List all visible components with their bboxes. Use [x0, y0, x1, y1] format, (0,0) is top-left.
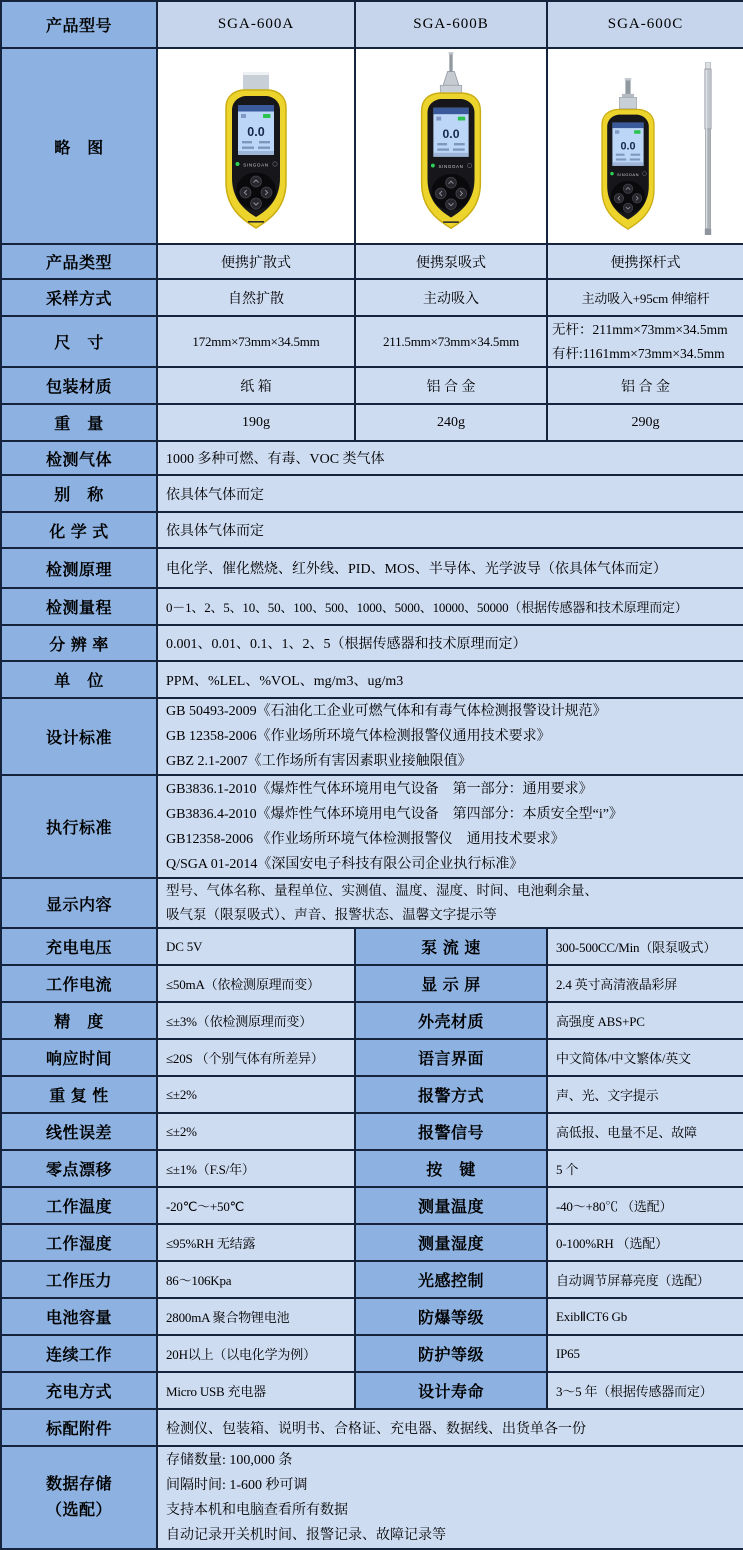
display-content-value: [157, 878, 743, 928]
spec-label: 精 度: [1, 1002, 157, 1039]
spec-label: 工作温度: [1, 1187, 157, 1224]
data-storage-line: 存储数量: 100,000 条: [166, 1452, 293, 1468]
size-c: [547, 316, 743, 367]
spec-value: ≤±2%: [157, 1113, 355, 1150]
row-unit: [1, 661, 743, 698]
spec-value: 高强度 ABS+PC: [547, 1002, 743, 1039]
row-label-sketch: 略 图: [1, 48, 157, 244]
spec-label: 泵 流 速: [355, 928, 547, 965]
spec-label: 重 复 性: [1, 1076, 157, 1113]
brand-label: SINGOAN: [616, 171, 639, 177]
row-label-display-content: 显示内容: [1, 878, 157, 928]
row-label-weight: 重 量: [1, 404, 157, 441]
spec-label: 响应时间: [1, 1039, 157, 1076]
spec-label: 测量湿度: [355, 1224, 547, 1261]
spec-value: Micro USB 充电器: [157, 1372, 355, 1409]
row-label-size: 尺 寸: [1, 316, 157, 367]
spec-label: 工作湿度: [1, 1224, 157, 1261]
spec-label: 工作电流: [1, 965, 157, 1002]
spec-label: 显 示 屏: [355, 965, 547, 1002]
exec-standard-value: [157, 775, 743, 878]
spec-row: [1, 965, 743, 1002]
row-resolution: [1, 625, 743, 661]
spec-value: -40～+80℃ （选配）: [547, 1187, 743, 1224]
device-image-sga-600c: [576, 78, 680, 238]
resolution-value: 0.001、0.01、0.1、1、2、5（根据传感器和技术原理而定）: [157, 625, 743, 661]
screen-value: 0.0: [442, 127, 460, 142]
data-storage-label-line2: （选配）: [45, 1501, 112, 1519]
spec-value: 2800mA 聚合物锂电池: [157, 1298, 355, 1335]
exec-standard-line: GB3836.1-2010《爆炸性气体环境用电气设备 第一部分：通用要求》: [166, 781, 593, 797]
row-label-detected-gas: 检测气体: [1, 441, 157, 475]
photo-cell-sga-600a: [157, 48, 355, 244]
screen-value: 0.0: [247, 125, 265, 139]
principle-value: 电化学、催化燃烧、红外线、PID、MOS、半导体、光学波导（依具体气体而定）: [157, 548, 743, 588]
packaging-b: 铝 合 金: [355, 367, 547, 404]
row-display-content: [1, 878, 743, 928]
data-storage-value: [157, 1446, 743, 1549]
row-label-accessories: 标配附件: [1, 1409, 157, 1446]
spec-value: 86～106Kpa: [157, 1261, 355, 1298]
row-label-chemical-formula: 化 学 式: [1, 512, 157, 548]
design-standard-line: GBZ 2.1-2007《工作场所有害因素职业接触限值》: [166, 754, 472, 769]
row-sampling: [1, 279, 743, 316]
size-c-no-rod: 无杆：211mm×73mm×34.5mm: [552, 321, 728, 337]
brand-label: SINGOAN: [243, 162, 269, 168]
row-label-exec-standard: 执行标准: [1, 775, 157, 878]
spec-value: 中文简体/中文繁体/英文: [547, 1039, 743, 1076]
row-product-model: [1, 1, 743, 48]
screen-value: 0.0: [619, 140, 636, 153]
spec-row: [1, 1298, 743, 1335]
design-standard-line: GB 50493-2009《石油化工企业可燃气体和有毒气体检测报警设计规范》: [166, 704, 607, 719]
row-design-standard: [1, 698, 743, 775]
design-standard-value: [157, 698, 743, 775]
model-name-b: SGA-600B: [355, 1, 547, 48]
spec-label: 工作压力: [1, 1261, 157, 1298]
spec-value: IP65: [547, 1335, 743, 1372]
spec-label: 零点漂移: [1, 1150, 157, 1187]
spec-label: 报警信号: [355, 1113, 547, 1150]
row-label-resolution: 分 辨 率: [1, 625, 157, 661]
spec-label: 连续工作: [1, 1335, 157, 1372]
brand-label: SINGOAN: [438, 164, 464, 170]
data-storage-label-line1: 数据存储: [45, 1475, 112, 1493]
spec-value: 0-100%RH （选配）: [547, 1224, 743, 1261]
exec-standard-line: GB12358-2006 《作业场所环境气体检测报警仪 通用技术要求》: [166, 831, 565, 847]
spec-value: 高低报、电量不足、故障: [547, 1113, 743, 1150]
row-sketch: [1, 48, 743, 244]
spec-row: [1, 1261, 743, 1298]
row-label-sampling: 采样方式: [1, 279, 157, 316]
product-type-a: 便携扩散式: [157, 244, 355, 279]
row-chemical-formula: [1, 512, 743, 548]
photo-cell-sga-600b: [355, 48, 547, 244]
alias-value: 依具体气体而定: [157, 475, 743, 512]
spec-value: DC 5V: [157, 928, 355, 965]
size-b: 211.5mm×73mm×34.5mm: [355, 316, 547, 367]
row-data-storage: [1, 1446, 743, 1549]
spec-row: [1, 1076, 743, 1113]
spec-value: ExibⅡCT6 Gb: [547, 1298, 743, 1335]
unit-value: PPM、%LEL、%VOL、mg/m3、ug/m3: [157, 661, 743, 698]
spec-label: 线性误差: [1, 1113, 157, 1150]
row-weight: [1, 404, 743, 441]
row-product-type: [1, 244, 743, 279]
spec-label: 电池容量: [1, 1298, 157, 1335]
spec-value: 3～5 年（根据传感器而定）: [547, 1372, 743, 1409]
exec-standard-line: Q/SGA 01-2014《深国安电子科技有限公司企业执行标准》: [166, 856, 524, 872]
spec-label: 语言界面: [355, 1039, 547, 1076]
spec-value: -20℃～+50℃: [157, 1187, 355, 1224]
row-label-principle: 检测原理: [1, 548, 157, 588]
accessories-value: 检测仪、包装箱、说明书、合格证、充电器、数据线、出货单各一份: [157, 1409, 743, 1446]
power-led: [236, 162, 240, 166]
spec-row: [1, 1113, 743, 1150]
spec-value: 20H以上（以电化学为例）: [157, 1335, 355, 1372]
telescopic-rod-image: [700, 62, 716, 238]
data-storage-line: 自动记录开关机时间、报警记录、故障记录等: [166, 1527, 446, 1543]
weight-b: 240g: [355, 404, 547, 441]
spec-label: 光感控制: [355, 1261, 547, 1298]
sampling-b: 主动吸入: [355, 279, 547, 316]
spec-value: ≤50mA（依检测原理而变）: [157, 965, 355, 1002]
spec-label: 防爆等级: [355, 1298, 547, 1335]
spec-label: 设计寿命: [355, 1372, 547, 1409]
packaging-c: 铝 合 金: [547, 367, 743, 404]
packaging-a: 纸 箱: [157, 367, 355, 404]
spec-label: 测量温度: [355, 1187, 547, 1224]
row-label-alias: 别 称: [1, 475, 157, 512]
exec-standard-line: GB3836.4-2010《爆炸性气体环境用电气设备 第四部分：本质安全型“i”》: [166, 806, 623, 822]
spec-label: 外壳材质: [355, 1002, 547, 1039]
spec-value: ≤±2%: [157, 1076, 355, 1113]
product-type-b: 便携泵吸式: [355, 244, 547, 279]
device-image-sga-600b: [391, 52, 511, 238]
spec-row: [1, 1372, 743, 1409]
row-label-packaging: 包装材质: [1, 367, 157, 404]
row-exec-standard: [1, 775, 743, 878]
spec-label: 按 键: [355, 1150, 547, 1187]
spec-row: [1, 1150, 743, 1187]
spec-value: 2.4 英寸高清液晶彩屏: [547, 965, 743, 1002]
chemical-formula-value: 依具体气体而定: [157, 512, 743, 548]
product-type-c: 便携探杆式: [547, 244, 743, 279]
spec-value: ≤95%RH 无结露: [157, 1224, 355, 1261]
spec-row: [1, 1335, 743, 1372]
display-content-line: 吸气泵（限泵吸式）、声音、报警状态、温馨文字提示等: [166, 907, 497, 922]
data-storage-line: 间隔时间: 1-600 秒可调: [166, 1477, 308, 1493]
spec-row: [1, 928, 743, 965]
row-packaging: [1, 367, 743, 404]
spec-value: 5 个: [547, 1150, 743, 1187]
spec-row: [1, 1224, 743, 1261]
model-name-a: SGA-600A: [157, 1, 355, 48]
spec-value: ≤±3%（依检测原理而变）: [157, 1002, 355, 1039]
model-name-c: SGA-600C: [547, 1, 743, 48]
row-label-data-storage: [1, 1446, 157, 1549]
detected-gas-value: 1000 多种可燃、有毒、VOC 类气体: [157, 441, 743, 475]
spec-value: ≤±1%（F.S/年）: [157, 1150, 355, 1187]
range-value: 0－1、2、5、10、50、100、500、1000、5000、10000、50000（根据传感器和技术原理而定）: [157, 588, 743, 625]
row-size: [1, 316, 743, 367]
data-storage-line: 支持本机和电脑查看所有数据: [166, 1502, 348, 1518]
sampling-a: 自然扩散: [157, 279, 355, 316]
spec-value: ≤20S （个别气体有所差异）: [157, 1039, 355, 1076]
spec-value: 自动调节屏幕亮度（选配）: [547, 1261, 743, 1298]
row-principle: [1, 548, 743, 588]
row-alias: [1, 475, 743, 512]
size-c-with-rod: 有杆:1161mm×73mm×34.5mm: [552, 345, 725, 361]
spec-row: [1, 1187, 743, 1224]
row-range: [1, 588, 743, 625]
photo-cell-sga-600c: [547, 48, 743, 244]
spec-label: 充电方式: [1, 1372, 157, 1409]
row-label-design-standard: 设计标准: [1, 698, 157, 775]
row-label-product-type: 产品类型: [1, 244, 157, 279]
device-image-sga-600a: [196, 62, 316, 238]
display-content-line: 型号、气体名称、量程单位、实测值、温度、湿度、时间、电池剩余量、: [166, 883, 598, 898]
row-label-unit: 单 位: [1, 661, 157, 698]
spec-value: 300-500CC/Min（限泵吸式）: [547, 928, 743, 965]
size-a: 172mm×73mm×34.5mm: [157, 316, 355, 367]
spec-row: [1, 1039, 743, 1076]
row-label-range: 检测量程: [1, 588, 157, 625]
row-accessories: [1, 1409, 743, 1446]
spec-label: 防护等级: [355, 1335, 547, 1372]
spec-label: 报警方式: [355, 1076, 547, 1113]
row-label-product-model: 产品型号: [1, 1, 157, 48]
weight-a: 190g: [157, 404, 355, 441]
spec-value: 声、光、文字提示: [547, 1076, 743, 1113]
row-detected-gas: [1, 441, 743, 475]
spec-label: 充电电压: [1, 928, 157, 965]
weight-c: 290g: [547, 404, 743, 441]
spec-row: [1, 1002, 743, 1039]
design-standard-line: GB 12358-2006《作业场所环境气体检测报警仪通用技术要求》: [166, 729, 551, 744]
sampling-c: 主动吸入+95cm 伸缩杆: [547, 279, 743, 316]
